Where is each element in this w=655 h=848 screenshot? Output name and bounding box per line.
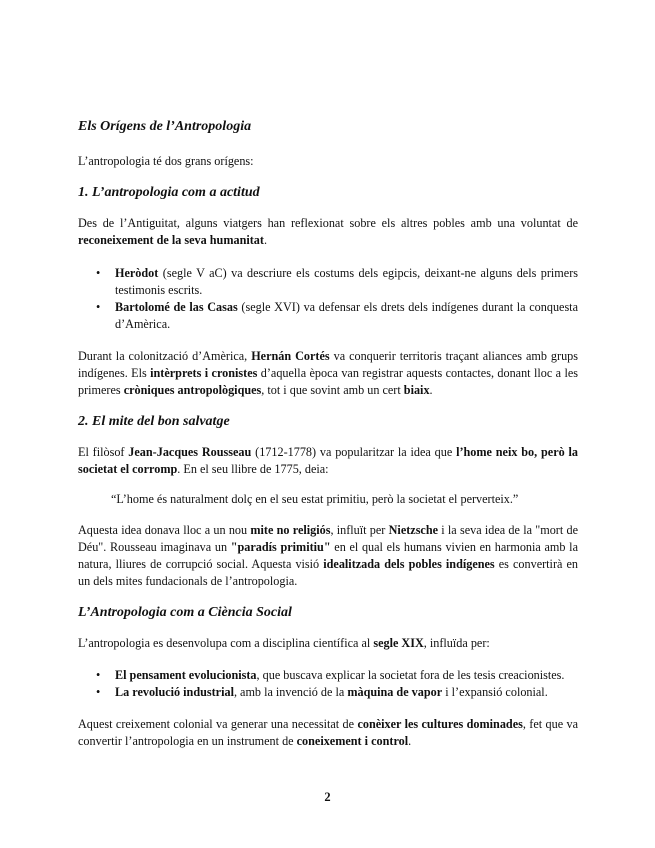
text-span: (segle XVI) va defensar els drets dels indígenes durant la conquesta d’Amèrica. xyxy=(115,300,578,331)
text-span: . xyxy=(429,383,433,397)
text-span: L’antropologia es desenvolupa com a disciplina científica al xyxy=(78,636,374,650)
section1-heading: 1. L’antropologia com a actitud xyxy=(78,185,260,200)
bold-span: intèrprets i cronistes xyxy=(150,366,258,380)
document-title: Els Orígens de l’Antropologia xyxy=(78,119,252,134)
text-span: i l’expansió colonial. xyxy=(442,685,548,699)
text-span: Aquest creixement colonial va generar una necessitat de xyxy=(78,717,358,731)
bold-span: mite no religiós xyxy=(250,523,331,537)
bold-span: Heròdot xyxy=(115,266,159,280)
section3-heading: L’Antropologia com a Ciència Social xyxy=(78,605,292,620)
list-item xyxy=(78,684,578,701)
section3-paragraph2 xyxy=(78,716,578,750)
section1-bullet-list xyxy=(78,265,578,333)
text-span: va conquerir territoris traçant aliances amb grups indígenes. Els xyxy=(78,349,578,380)
bold-span: segle XIX xyxy=(373,636,424,650)
page-number: 2 xyxy=(324,790,331,804)
text-span: Aquesta idea donava lloc a un nou xyxy=(78,523,251,537)
section3-bullet-list xyxy=(78,667,578,701)
bold-span: l’home neix bo, però la societat el corromp xyxy=(78,445,579,476)
text-span: . xyxy=(263,233,267,247)
bold-span: coneixement i control xyxy=(296,734,409,748)
text-span: Durant la colonització d’Amèrica, xyxy=(78,349,252,363)
bold-span: màquina de vapor xyxy=(347,685,443,699)
text-span: , amb la invenció de la xyxy=(233,685,348,699)
text-span: . En el seu llibre de 1775, deia: xyxy=(177,462,329,476)
text-span: en el qual els humans vivien en harmonia amb la natura, lliures de corrupció social. Aquesta visió xyxy=(78,540,578,571)
bold-span: idealitzada dels pobles indígenes xyxy=(323,557,495,571)
bold-span: "paradís primitiu" xyxy=(230,540,331,554)
text-span: , que buscava explicar la societat fora de les tesis creacionistes. xyxy=(256,668,565,682)
bold-span: conèixer les cultures dominades xyxy=(357,717,523,731)
bold-span: cròniques antropològiques xyxy=(123,383,262,397)
text-span: (segle V aC) va descriure els costums dels egipcis, deixant-ne alguns dels primers testimonis escrits. xyxy=(115,266,578,297)
section1-paragraph2 xyxy=(78,348,578,399)
text-span: Des de l’Antiguitat, alguns viatgers han reflexionat sobre els altres pobles amb una voluntat de xyxy=(78,216,578,230)
text-span: El filòsof xyxy=(78,445,129,459)
bold-span: Nietzsche xyxy=(388,523,439,537)
bold-span: reconeixement de la seva humanitat xyxy=(78,233,264,247)
text-span: es convertirà en un dels mites fundacionals de l’antropologia. xyxy=(78,557,579,588)
page-content xyxy=(78,118,578,750)
text-span: . xyxy=(408,734,412,748)
list-item xyxy=(78,299,578,333)
list-item xyxy=(78,667,578,684)
bold-span: Jean-Jacques Rousseau xyxy=(128,445,252,459)
text-span: , influït per xyxy=(330,523,389,537)
text-span: , tot i que sovint amb un cert xyxy=(261,383,404,397)
rousseau-quote: “L’home és naturalment dolç en el seu estat primitiu, però la societat el perverteix.” xyxy=(111,492,519,506)
section2-paragraph1 xyxy=(78,444,578,478)
section2-heading: 2. El mite del bon salvatge xyxy=(78,414,230,429)
section2-paragraph2 xyxy=(78,522,578,590)
list-item xyxy=(78,265,578,299)
text-span: , influïda per: xyxy=(423,636,490,650)
bold-span: La revolució industrial xyxy=(115,685,234,699)
bold-span: Bartolomé de las Casas xyxy=(115,300,238,314)
text-span: d’aquella època van registrar aquests contactes, donant lloc a les primeres xyxy=(78,366,578,397)
text-span: , fet que va convertir l’antropologia en un instrument de xyxy=(78,717,578,748)
text-span: (1712-1778) va popularitzar la idea que xyxy=(251,445,457,459)
section1-paragraph1 xyxy=(78,215,578,249)
bold-span: biaix xyxy=(403,383,430,397)
intro-paragraph: L’antropologia té dos grans orígens: xyxy=(78,154,254,168)
section3-paragraph1 xyxy=(78,635,578,652)
bold-span: El pensament evolucionista xyxy=(115,668,257,682)
text-span: i la seva idea de la "mort de Déu". Rousseau imaginava un xyxy=(78,523,578,554)
bold-span: Hernán Cortés xyxy=(251,349,330,363)
